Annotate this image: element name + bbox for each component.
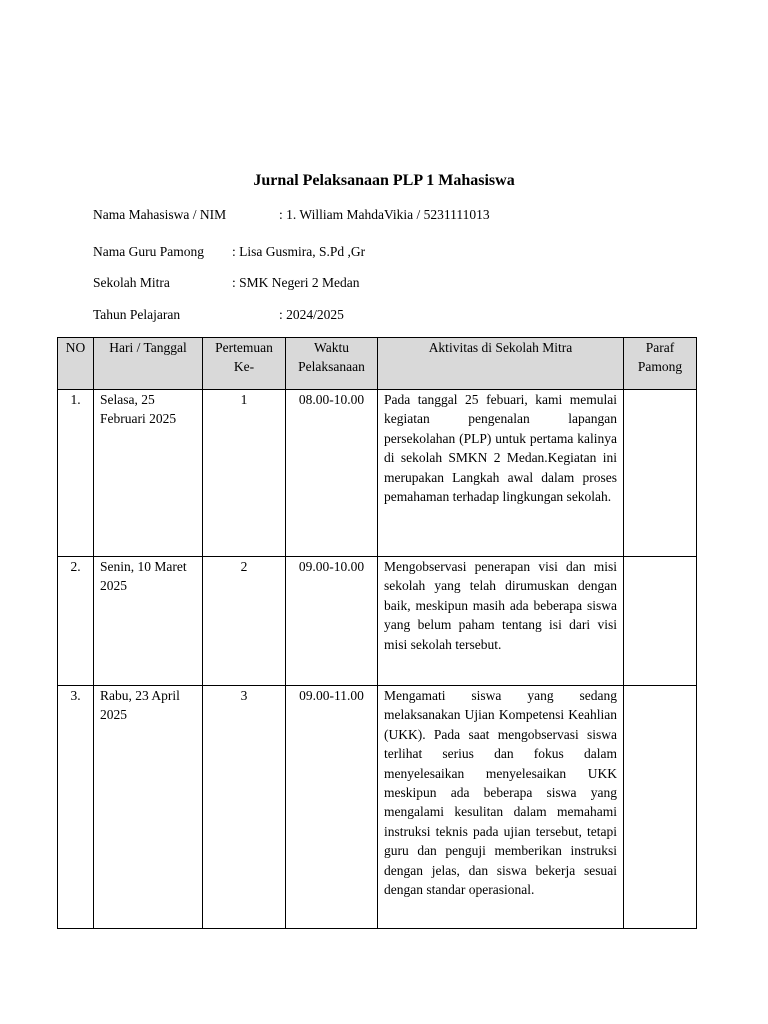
cell-signature [624,686,697,929]
cell-meeting: 3 [203,686,286,929]
teacher-label: Nama Guru Pamong [93,244,204,259]
cell-activity: Mengamati siswa yang sedang melaksanakan Ujian Kompetensi Keahlian (UKK). Pada saat mengobservasi siswa terlihat serius dan fokus dalam menyelesaikan menyelesaikan UKK meskipun ada beberapa siswa yang mengalami kesulitan dalam memahami instruksi teknis pada ujian tersebut, tetapi guru dan penguji memberikan instruksi dengan jelas, dan siswa bekerja sesuai dengan standar operasional. [378,686,624,929]
cell-signature [624,390,697,557]
cell-time: 09.00-10.00 [286,557,378,686]
header-no: NO [58,338,94,390]
teacher-value: : Lisa Gusmira, S.Pd ,Gr [232,244,366,259]
header-activity: Aktivitas di Sekolah Mitra [378,338,624,390]
student-value: : 1. William MahdaVikia / 5231111013 [279,207,490,222]
cell-signature [624,557,697,686]
table-row [58,557,697,686]
cell-no: 3. [58,686,94,929]
document-title: Jurnal Pelaksanaan PLP 1 Mahasiswa [253,172,515,189]
year-value: : 2024/2025 [279,307,344,322]
cell-meeting: 2 [203,557,286,686]
cell-activity: Mengobservasi penerapan visi dan misi sekolah yang telah dirumuskan dengan baik, meskipun masih ada beberapa siswa yang belum paham tentang isi dari visi misi sekolah tersebut. [378,557,624,686]
cell-day: Senin, 10 Maret 2025 [94,557,203,686]
cell-day: Selasa, 25 Februari 2025 [94,390,203,557]
journal-table [57,337,697,929]
header-meeting: Pertemuan Ke- [203,338,286,390]
cell-no: 2. [58,557,94,686]
cell-activity: Pada tanggal 25 febuari, kami memulai kegiatan pengenalan lapangan persekolahan (PLP) untuk pertama kalinya di sekolah SMKN 2 Medan.Kegiatan ini merupakan Langkah awal dalam proses pemahaman terhadap lingkungan sekolah. [378,390,624,557]
header-time: Waktu Pelaksanaan [286,338,378,390]
cell-time: 09.00-11.00 [286,686,378,929]
header-signature: Paraf Pamong [624,338,697,390]
table-header-row [58,338,697,390]
cell-meeting: 1 [203,390,286,557]
school-label: Sekolah Mitra [93,275,170,290]
header-day: Hari / Tanggal [94,338,203,390]
table-row [58,390,697,557]
cell-day: Rabu, 23 April 2025 [94,686,203,929]
student-label: Nama Mahasiswa / NIM [93,207,227,222]
school-value: : SMK Negeri 2 Medan [232,275,360,290]
cell-no: 1. [58,390,94,557]
year-label: Tahun Pelajaran [93,307,181,322]
table-row [58,686,697,929]
cell-time: 08.00-10.00 [286,390,378,557]
